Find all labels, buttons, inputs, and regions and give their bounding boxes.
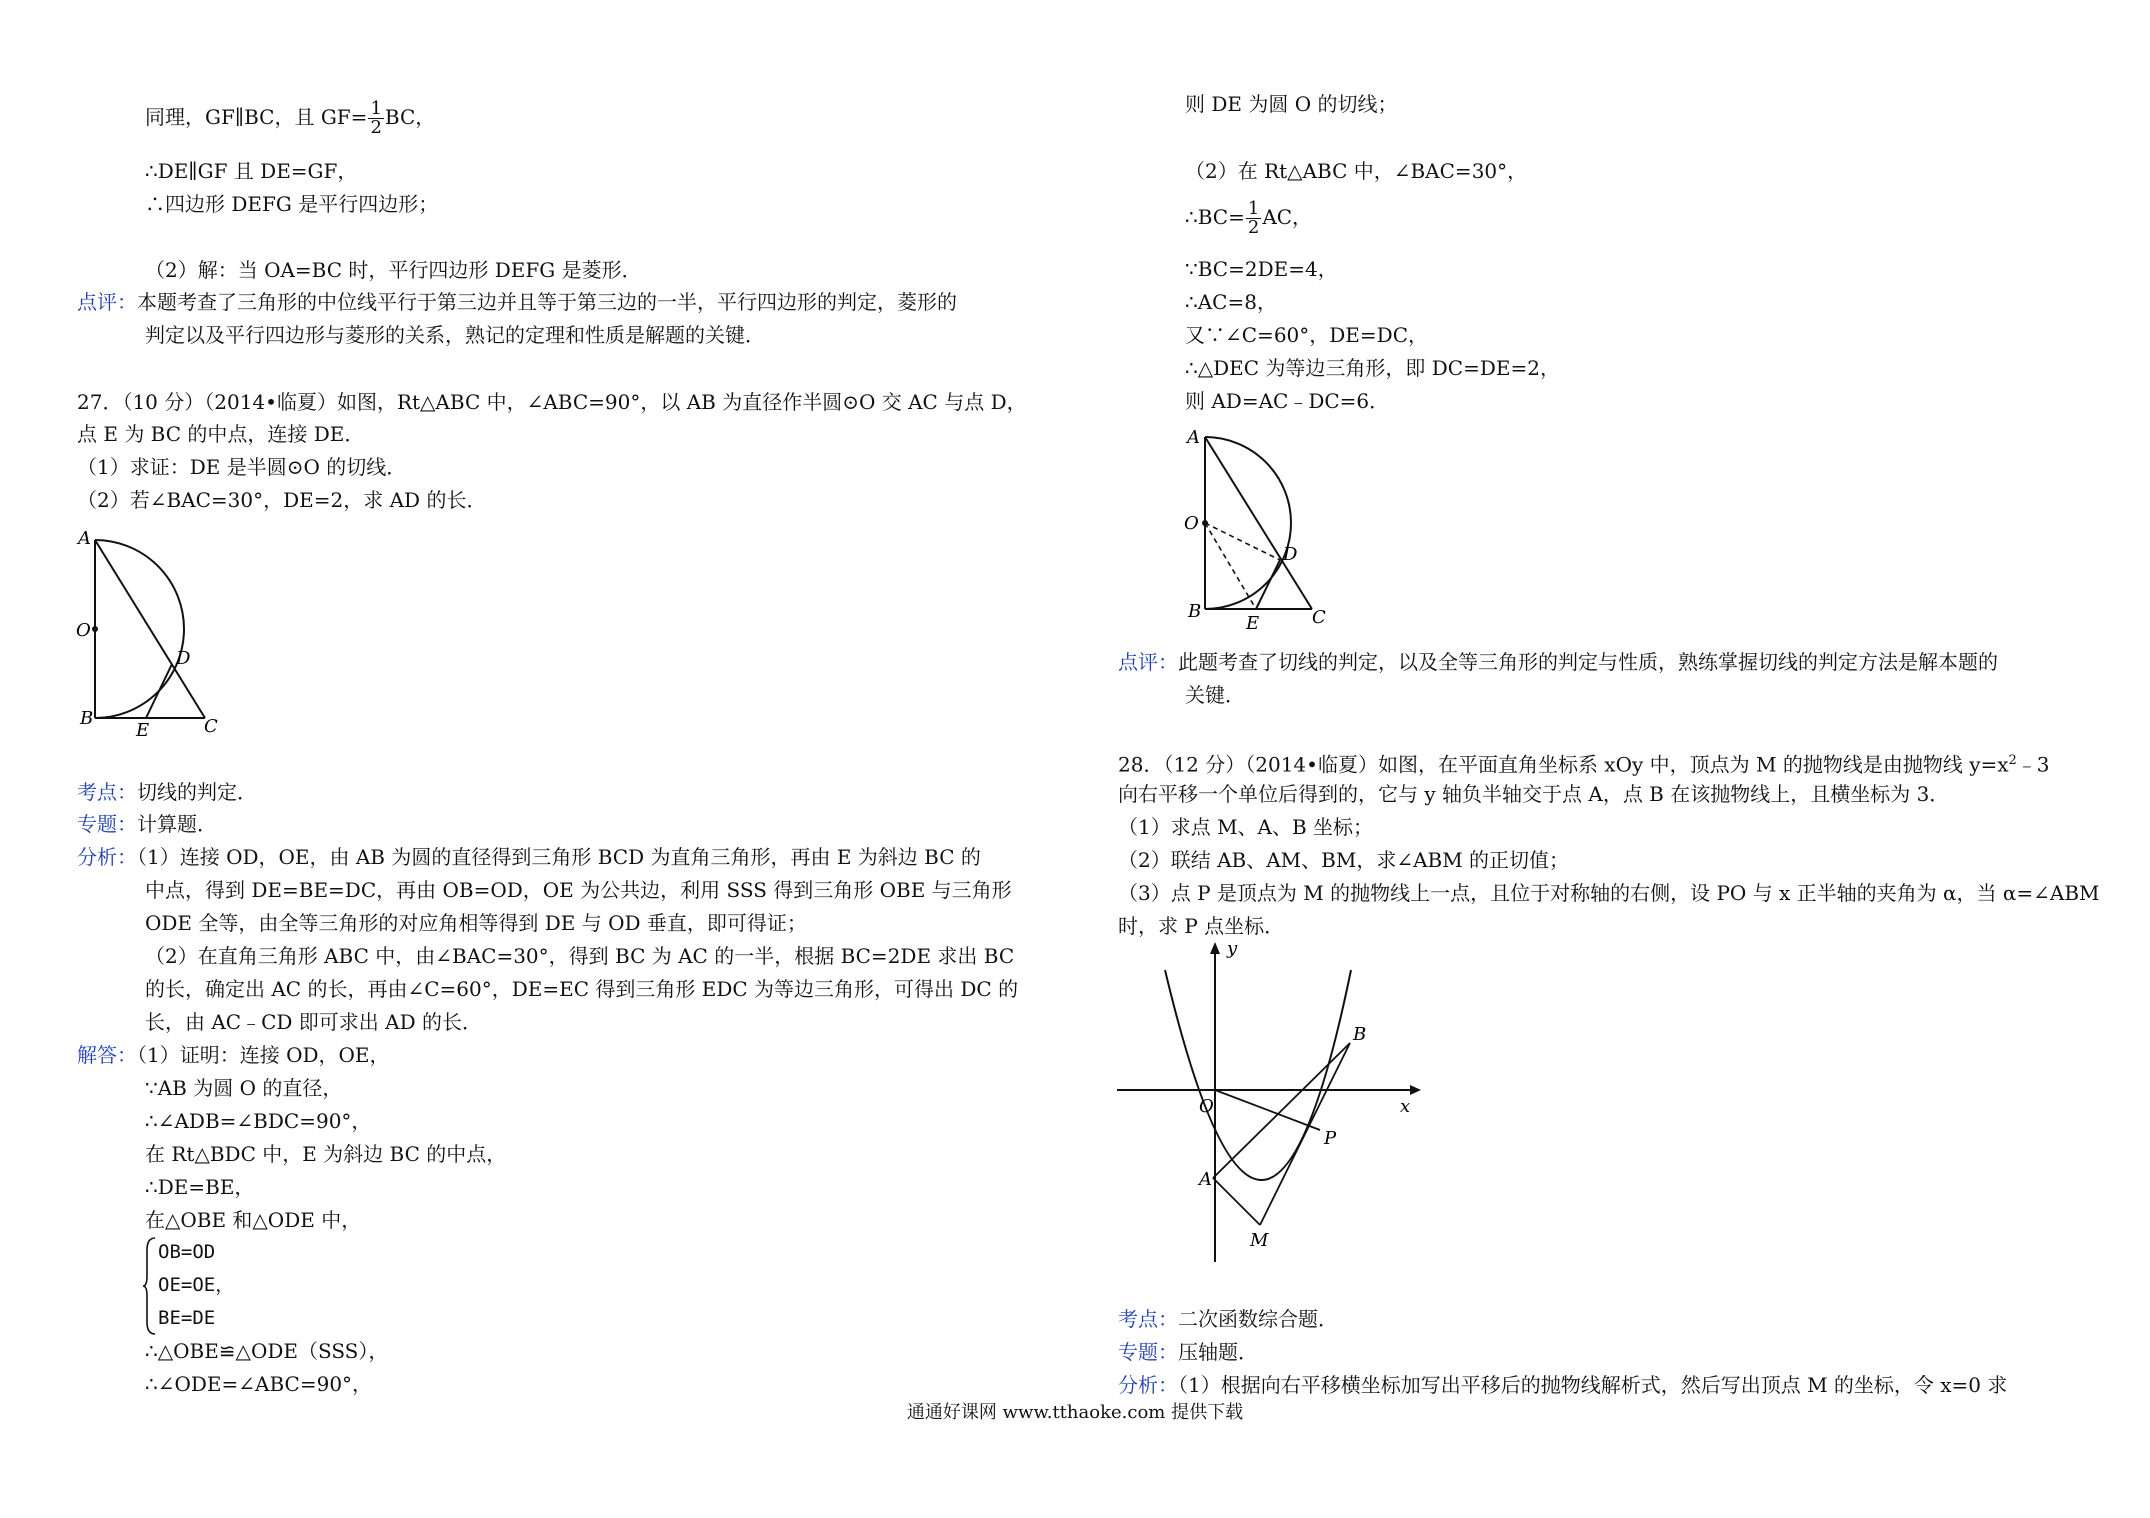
- equation-line: OB=OD: [158, 1241, 216, 1263]
- text-line: 在 Rt△BDC 中，E 为斜边 BC 的中点，: [145, 1142, 507, 1166]
- point-label: O: [76, 620, 91, 641]
- text-line: （1）求点 M、A、B 坐标；: [1118, 815, 1374, 839]
- text-line: 关键．: [1185, 683, 1245, 707]
- point-label: B: [80, 708, 94, 729]
- equation-line: BE=DE: [158, 1307, 216, 1329]
- analysis: 分析：（1）连接 OD，OE，由 AB 为圆的直径得到三角形 BCD 为直角三角形，再由 E 为斜边 BC 的: [77, 845, 981, 869]
- text-line: 向右平移一个单位后得到的，它与 y 轴负半轴交于点 A，点 B 在该抛物线上，且横坐标为 3．: [1118, 782, 1950, 806]
- question-28-title: 28．（12 分）（2014•临夏）如图，在平面直角坐标系 xOy 中，顶点为 M 的抛物线是由抛物线 $y=x^2﹣3$: [1118, 752, 2050, 777]
- text-line: （2）若∠BAC=30°，DE=2，求 AD 的长．: [77, 488, 487, 512]
- text-line: 时，求 P 点坐标．: [1118, 914, 1285, 938]
- analysis: 分析：（1）根据向右平移横坐标加写出平移后的抛物线解析式，然后写出顶点 M 的坐标，令 x=0 求: [1118, 1373, 2008, 1397]
- point-label: C: [204, 716, 218, 737]
- page-footer: 通通好课网 www.tthaoke.com 提供下载: [906, 1402, 1244, 1423]
- point-label: P: [1324, 1128, 1337, 1149]
- geometry-figure-2: [1180, 425, 1340, 635]
- key-point: 考点：切线的判定．: [77, 780, 257, 804]
- text-line: ODE 全等，由全等三角形的对应角相等得到 DE 与 OD 垂直，即可得证；: [145, 911, 807, 935]
- point-label: A: [1187, 427, 1200, 448]
- text-line: （3）点 P 是顶点为 M 的抛物线上一点，且位于对称轴的右侧，设 PO 与 x 正半轴的夹角为 α，当 α=∠ABM: [1118, 881, 2100, 905]
- text-line: 点 E 为 BC 的中点，连接 DE．: [77, 422, 365, 446]
- text-line: （2）解：当 OA=BC 时，平行四边形 DEFG 是菱形．: [145, 258, 642, 282]
- text-line: ∴∠ADB=∠BDC=90°，: [145, 1109, 372, 1133]
- topic: 专题：计算题．: [77, 812, 217, 836]
- key-point: 考点：二次函数综合题．: [1118, 1307, 1338, 1331]
- text-line: ∴∠ODE=∠ABC=90°，: [145, 1372, 373, 1396]
- fraction: $\frac{1}{2}$: [370, 98, 382, 138]
- axis-label: x: [1400, 1096, 1411, 1117]
- text-line: 又∵∠C=60°，DE=DC，: [1185, 323, 1428, 347]
- text-line: ∴△OBE≌△ODE（SSS），: [145, 1339, 389, 1363]
- text-line: 的长，确定出 AC 的长，再由∠C=60°，DE=EC 得到三角形 EDC 为等边三角形，可得出 DC 的: [145, 977, 1019, 1001]
- comment-label: 点评：: [77, 290, 137, 314]
- text-line: ∵AB 为圆 O 的直径，: [145, 1076, 343, 1100]
- text-line: 长，由 AC﹣CD 即可求出 AD 的长．: [145, 1010, 482, 1034]
- text-line: （2）联结 AB、AM、BM，求∠ABM 的正切值；: [1118, 848, 1570, 872]
- axis-label: y: [1227, 940, 1238, 959]
- comment-block: 点评：本题考查了三角形的中位线平行于第三边并且等于第三边的一半，平行四边形的判定，菱形的: [77, 290, 957, 314]
- coordinate-figure: [1115, 940, 1425, 1270]
- text-line: ∴DE∥GF 且 DE=GF，: [145, 159, 358, 183]
- point-label: D: [1283, 544, 1298, 565]
- comment-label: 点评：: [1118, 650, 1178, 674]
- point-label: O: [1199, 1096, 1214, 1117]
- text-line: 中点，得到 DE=BE=DC，再由 OB=OD，OE 为公共边，利用 SSS 得到三角形 OBE 与三角形: [145, 878, 1012, 902]
- point-label: E: [136, 720, 150, 738]
- text-line: 同理，GF∥BC，且 GF= $\frac{1}{2}$ BC，: [145, 98, 436, 138]
- geometry-figure-1: [70, 528, 240, 738]
- text-line: 判定以及平行四边形与菱形的关系，熟记的定理和性质是解题的关键．: [145, 323, 765, 347]
- point-label: E: [1246, 613, 1260, 634]
- point-label: B: [1188, 601, 1202, 622]
- text-line: 则 AD=AC﹣DC=6．: [1185, 389, 1390, 413]
- text-line: （2）在 Rt△ABC 中，∠BAC=30°，: [1185, 159, 1528, 183]
- text-line: ∴AC=8，: [1185, 290, 1277, 314]
- point-label: B: [1353, 1024, 1367, 1045]
- fraction: $\frac{1}{2}$: [1247, 198, 1260, 238]
- comment-block: 点评：此题考查了切线的判定，以及全等三角形的判定与性质，熟练掌握切线的判定方法是解本题的: [1118, 650, 1998, 674]
- text-line: ∵BC=2DE=4，: [1185, 257, 1338, 281]
- point-label: C: [1312, 607, 1326, 628]
- text-line: （2）在直角三角形 ABC 中，由∠BAC=30°，得到 BC 为 AC 的一半，根据 BC=2DE 求出 BC: [145, 944, 1015, 968]
- brace-icon: [143, 1236, 157, 1336]
- topic: 专题：压轴题．: [1118, 1340, 1258, 1364]
- question-27-title: 27．（10 分）（2014•临夏）如图，Rt△ABC 中，∠ABC=90°，以 AB 为直径作半圆⊙O 交 AC 与点 D，: [77, 390, 1027, 414]
- text-line: （1）求证：DE 是半圆⊙O 的切线．: [77, 455, 407, 479]
- point-label: D: [176, 648, 191, 669]
- point-label: A: [1199, 1169, 1212, 1190]
- point-label: M: [1250, 1230, 1269, 1251]
- text-line: ∴BC= $\frac{1}{2}$ AC，: [1185, 198, 1313, 238]
- text-line: 则 DE 为圆 O 的切线；: [1185, 92, 1398, 116]
- text-line: ∴△DEC 为等边三角形，即 DC=DE=2，: [1185, 356, 1560, 380]
- point-label: O: [1184, 513, 1199, 534]
- text-line: 在△OBE 和△ODE 中，: [145, 1208, 362, 1232]
- point-label: A: [78, 528, 91, 549]
- solution: 解答：（1）证明：连接 OD，OE，: [77, 1043, 390, 1067]
- text-line: ∴DE=BE，: [145, 1175, 255, 1199]
- equation-line: OE=OE，: [158, 1274, 235, 1296]
- text-line: ∴四边形 DEFG 是平行四边形；: [145, 192, 439, 216]
